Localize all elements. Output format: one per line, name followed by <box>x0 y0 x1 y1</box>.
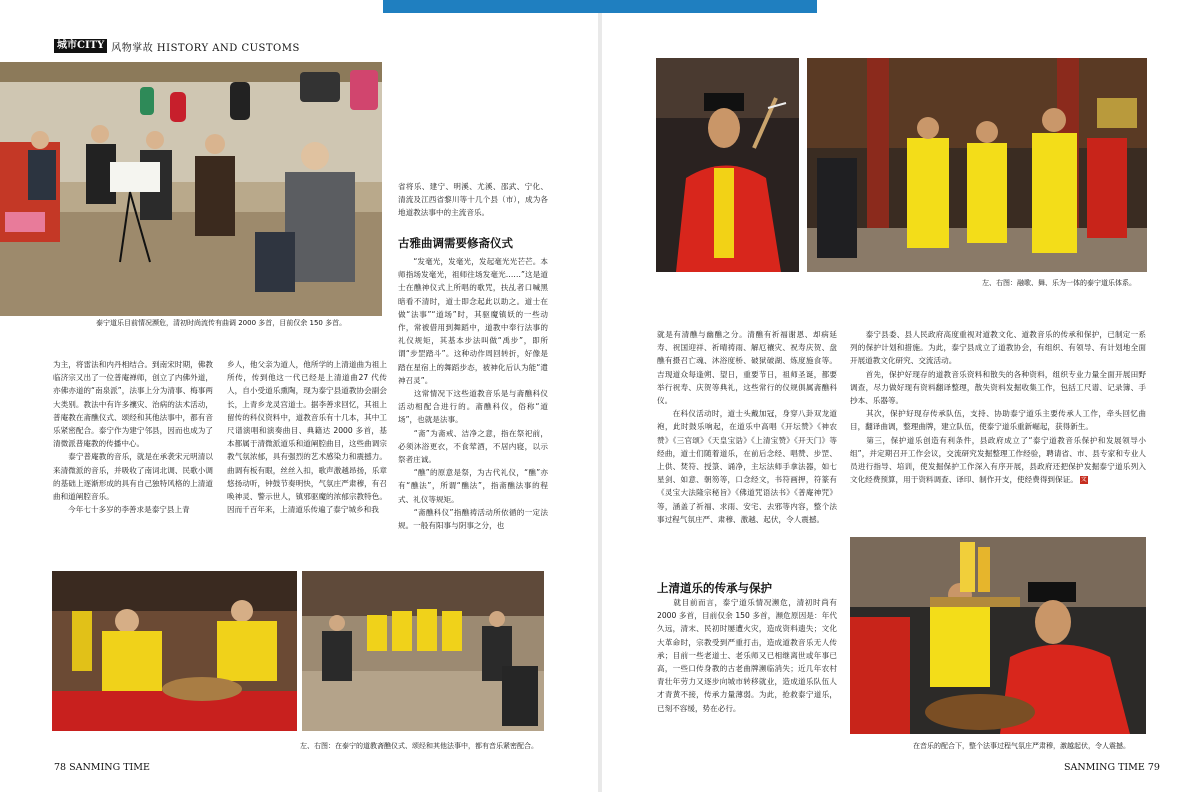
folio-right: SANMING TIME 79 <box>1064 762 1160 773</box>
caption-top-left: 泰宁道乐目前情况濒危，清初时尚流传有曲调 2000 多首，目前仅余 150 多首。 <box>96 319 347 327</box>
section-header-box: 城市CITY <box>54 39 107 53</box>
page-spine <box>598 0 602 792</box>
ritual-circle-photo <box>302 571 544 731</box>
text-column-4: 就是有清醮与幽醮之分。清醮有祈福谢恩、却病延寿、祝国迎祥、祈晴祷雨、解厄禳灾、祝寿庆贺、盘醮有摄召亡魂、沐浴度桥、破狱破湖、炼度施食等。吉现道众每逢朔、望日，重要节日，祖师圣诞，都要举行祝寿、庆贺等典礼，这些常行的仪规俱属斋醮科仪。 在科仪活动时，道士头戴加冠，身穿八卦双龙道袍，此时鼓乐响起，在道乐中高唱《开坛赞》《神农赞》《三官颂》《天皇宝诰》《上清宝赞》《开天门》等经曲，道士们随着道乐，在前后念经、唱赞、步罡、上供、焚符、授箓、诵净，主坛法师手拿法器，如七星剑、如意、朝笏等，口念经文，书符画押，符篆有《灵宝大法隆宗秘旨》《佛道咒语法书》《普庵神咒》等，涵盖了祈福、求雨、安宅、去邪等内容，整个法事过程气氛庄严、肃穆、激越、起伏，令人震撼。 <box>657 330 837 524</box>
end-mark: 文 <box>1080 476 1087 484</box>
musicians-photo <box>0 62 382 316</box>
section-heading-1: 古雅曲调需要修斋仪式 <box>398 236 513 250</box>
text-column-1: 为主，将雷法和内丹相结合。到南宋时期，佛教临济宗又出了一位普庵禅师，创立了内佛外道，亦佛亦道的“南泉派”，法事上分为清事、梅事两大类别。教法中有许多禳灾、治病的法术活动，普庵教在斋醮仪式、颂经和其他法事中，都有音乐紧密配合。泰宁作为建宁邻县，因而也成为了清微派普庵教的传播中心。 泰宁普庵教的音乐，就是在承袭宋元明清以来清微派的音乐，并吸收了南词北调、民歌小调的基础上逐渐形成的具有自己独特风格的上清道曲和道阐腔音乐。 今年七十多岁的李善求是泰宁县上青 <box>53 360 213 515</box>
text-column-6: 就目前而言，泰宁道乐情况濒危，清初时尚有 2000 多首，目前仅余 150 多首，濒危原因是：年代久远，清末、民初时屡遭火灾，造成资料遗失；文化大革命时，宗教受到严重打击，造成道教音乐无人传承；目前一些老道士、老乐师又已相继离世或年事已高，一些口传身教的古老曲牌濒临消失；近几年农村青壮年劳力又逐步向城市转移就业，造成道乐队伍人才青黄不接，传承力量薄弱。为此，抢救泰宁道乐，已刻不容缓，势在必行。 <box>657 598 840 713</box>
priest-portrait-photo <box>656 58 799 272</box>
section-header-text: 风物掌故 HISTORY AND CUSTOMS <box>111 42 300 54</box>
text-column-2: 乡人，他父亲为道人，他所学的上清道曲为祖上所传，传到他这一代已经是上清道曲27 代传人，自小受道乐熏陶，现为泰宁县道教协会副会长，上青乡龙灵宫道士。据李善求回忆，其祖上留传的科仪资料中，道教音乐有十几本，其中工尺谱演唱和演奏曲目、典籍达 2000 多首，基本都属于清微派道乐和道阐腔曲目，这些曲调宗教气氛浓郁，具有强烈的艺术感染力和震撼力。曲调有板有眼，丝丝入扣，歌声激越昂扬，乐章悠扬动听，钟鼓节奏明快，气氛庄严肃穆，有召唤神灵、警示世人，镇邪驱魔的浓郁宗教特色。因而千百年来，上清道乐传遍了泰宁城乡和我 <box>227 360 387 515</box>
text-column-3b: “发毫光，发毫光，发起毫光光芒芒。本师指场发毫光，祖师往场发毫光……”这是道士在醮神仪式上所唱的歌咒，扶乩者口喊黑暗看不清时，道士即念起此以助之。道士在做“法事”“道场”时，其驱魔镇妖的一些动作，常被借用到舞蹈中，道教中奉行法事的礼仪规矩，其基本步法叫做“禹步”，即所谓“步罡踏斗”。这种动作周回转折，好像是踏在星宿上的舞蹈步态，被神化后认为能“遣神召灵”。 这常情况下这些道教音乐是与斋醮科仪活动相配合进行的。斋醮科仪，俗称“道场”，也就是法事。 “斋”为斋戒、洁净之意，指在祭祀前，必须沐浴更衣，不食荤酒，不居内寝，以示祭者庄诚。 “醮”的原意是祭，为古代礼仪，“醮”亦有“醮法”，所谓“醮法”，指斋醮法事的程式、礼仪等规矩。 “斋醮科仪”指醮祷活动所依循的一定法规。一般有阳事与阴事之分，也 <box>398 257 548 531</box>
folio-left: 78 SANMING TIME <box>54 762 150 773</box>
top-color-bar <box>383 0 817 13</box>
ritual-altar-photo <box>52 571 297 731</box>
text-column-3a: 省将乐、建宁、明溪、尤溪、邵武、宁化、清流及江西省黎川等十几个县（市），成为各地道教法事中的主流音乐。 <box>398 182 548 218</box>
temple-ritual-photo <box>807 58 1147 272</box>
text-column-5-body: 泰宁县委、县人民政府高度重视对道教文化、道教音乐的传承和保护，已制定一系列的保护计划和措施。为此，泰宁县成立了道教协会，有组织、有领导、有计划地全面开展道教文化研究、交流活动。 首先，保护好现存的道教音乐资料和散失的各种资料，组织专业力量全面开展田野调查，尽力做好现有资料翻译整理，散失资料发掘收集工作，包括工尺谱、记录簿、手抄本、乐器等。 其次，保护好现存传承队伍，支持、协助泰宁道乐主要传承人工作，牵头回忆曲目，翻译曲调，整理曲牌，建立队伍，使泰宁道乐重新崛起，获得新生。 第三，保护道乐创造有利条件，县政府成立了“泰宁道教音乐保护和发展领导小组”，并定期召开工作会议，交流研究发掘整理工作经验，聘请省、市、县专家和专业人员进行指导、培训，使发掘保护工作深入有序开展，县政府还把保护发掘泰宁道乐列入文化经费预算，用于资料调查、译印、制作开支，使经费得到保证。 <box>850 330 1146 485</box>
caption-bottom-left: 左、右图：在泰宁的道教斋醮仪式、颂经和其他法事中，都有音乐紧密配合。 <box>300 742 538 750</box>
text-column-5 <box>850 328 1146 516</box>
section-heading-2: 上清道乐的传承与保护 <box>657 581 772 595</box>
section-header <box>54 39 300 53</box>
incense-priest-photo <box>850 537 1146 734</box>
caption-top-right: 左、右图：融歌、舞、乐为一体的泰宁道乐体系。 <box>982 279 1136 287</box>
caption-bottom-right: 在音乐的配合下，整个法事过程气氛庄严肃穆，激越起伏，令人震撼。 <box>913 742 1130 750</box>
